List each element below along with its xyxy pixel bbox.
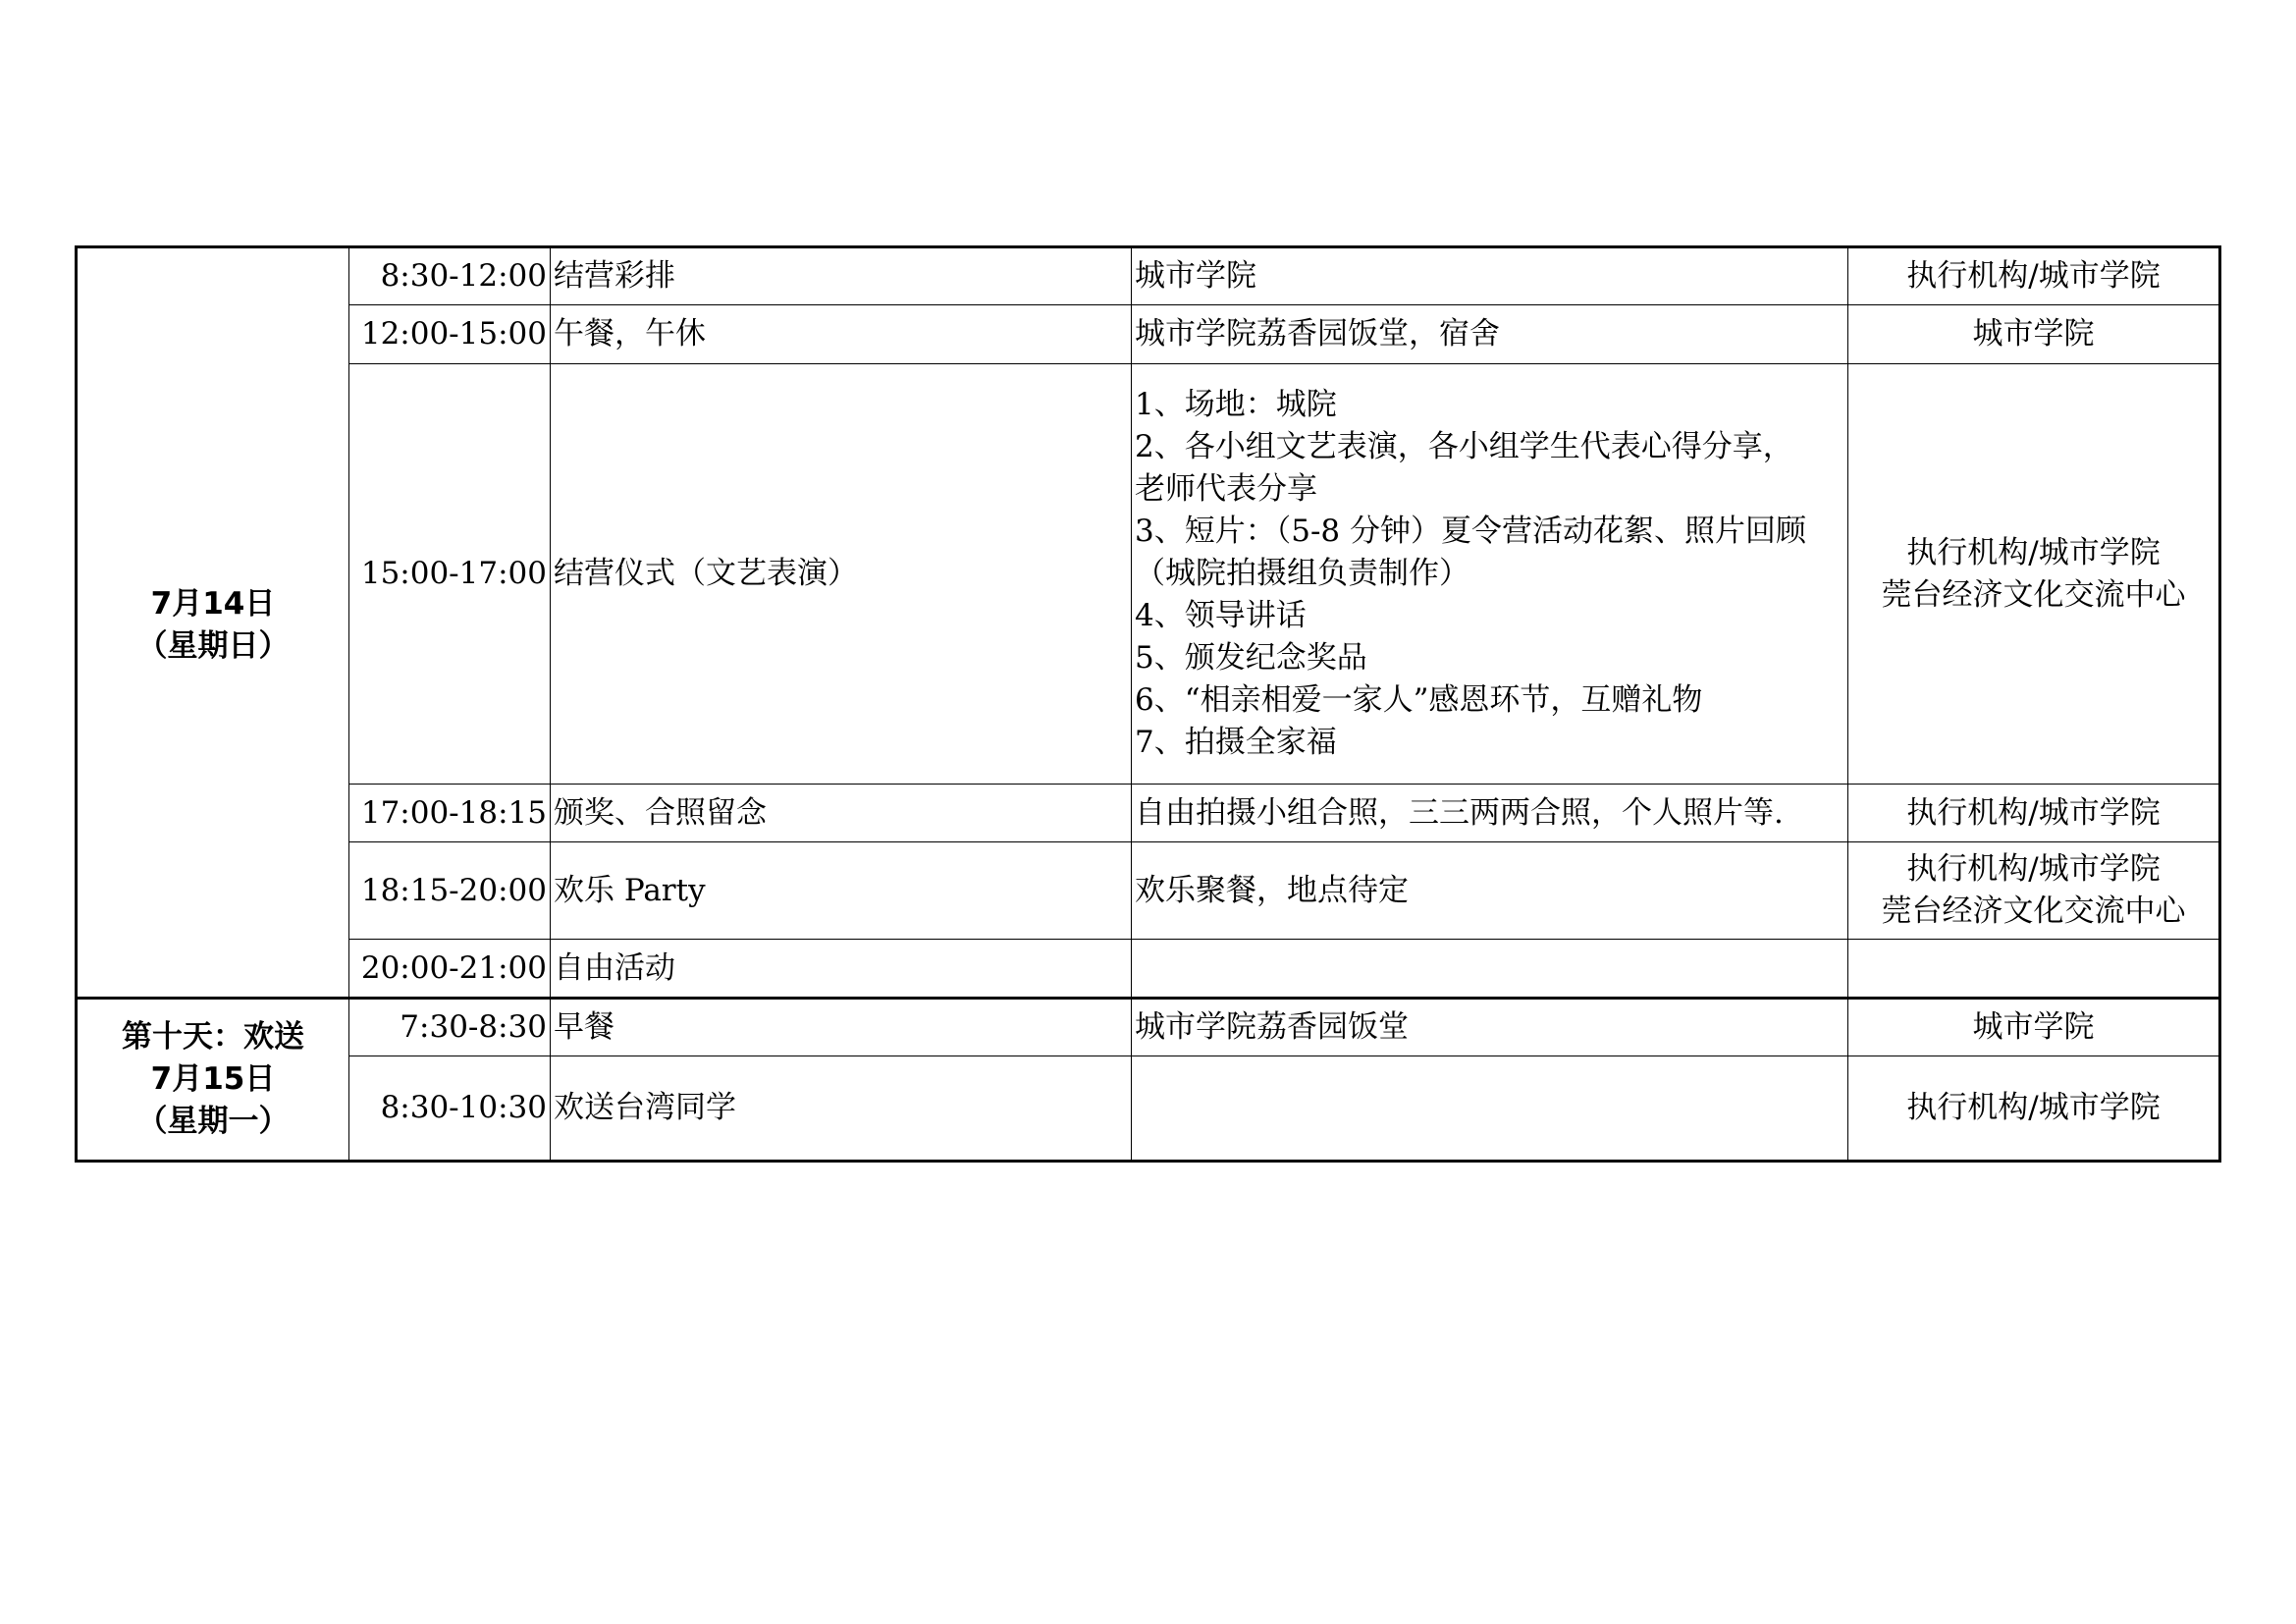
organizer-line: 执行机构/城市学院: [1906, 1090, 2161, 1125]
organizer-line: 执行机构/城市学院: [1906, 794, 2161, 831]
location-cell: [1132, 842, 1848, 940]
location-cell: [1132, 999, 1848, 1056]
day-label-line: （星期日）: [136, 628, 290, 664]
table-row: [77, 247, 2220, 305]
location-cell: [1132, 940, 1848, 999]
location-cell: [1132, 305, 1848, 364]
organizer-cell: [1848, 1056, 2220, 1162]
location-line: 老师代表分享: [1135, 471, 1317, 507]
location-line: 5、颁发纪念奖品: [1135, 640, 1367, 676]
activity-cell: 午餐，午休: [551, 305, 1132, 364]
organizer-cell: [1848, 999, 2220, 1056]
organizer-line: 莞台经济文化交流中心: [1881, 893, 2186, 929]
organizer-cell: [1848, 785, 2220, 842]
organizer-cell: [1848, 305, 2220, 364]
location-line: 1、场地：城院: [1135, 387, 1337, 422]
location-line: 6、“相亲相爱一家人”感恩环节，互赠礼物: [1135, 682, 1703, 718]
location-line: 欢乐聚餐，地点待定: [1135, 872, 1409, 908]
organizer-cell: [1848, 842, 2220, 940]
location-cell: [1132, 785, 1848, 842]
activity-cell: 欢送台湾同学: [551, 1056, 1132, 1162]
organizer-cell: [1848, 364, 2220, 785]
location-line: 城市学院: [1135, 258, 1256, 294]
table-row: [77, 1056, 2220, 1162]
time-cell: 17:00-18:15: [349, 785, 551, 842]
activity-cell: 自由活动: [551, 940, 1132, 999]
location-line: 自由拍摄小组合照，三三两两合照，个人照片等.: [1135, 794, 1784, 831]
table-row: [77, 940, 2220, 999]
day-label-line: 第十天：欢送: [122, 1019, 304, 1055]
location-line: 城市学院荔香园饭堂，宿舍: [1135, 316, 1500, 352]
activity-cell: 结营仪式（文艺表演）: [551, 364, 1132, 785]
location-line: 7、拍摄全家福: [1135, 725, 1337, 760]
organizer-cell: [1848, 247, 2220, 305]
day-label-line: （星期一）: [136, 1104, 290, 1139]
table-row: [77, 305, 2220, 364]
organizer-line: 城市学院: [1972, 316, 2095, 352]
table-row: [77, 842, 2220, 940]
location-cell: [1132, 1056, 1848, 1162]
time-cell: 8:30-10:30: [349, 1056, 551, 1162]
location-line: 2、各小组文艺表演，各小组学生代表心得分享，: [1135, 429, 1793, 464]
location-line: （城院拍摄组负责制作）: [1135, 556, 1469, 591]
activity-cell: 颁奖、合照留念: [551, 785, 1132, 842]
activity-cell: 结营彩排: [551, 247, 1132, 305]
activity-cell: 早餐: [551, 999, 1132, 1056]
table-row: [77, 785, 2220, 842]
time-cell: 18:15-20:00: [349, 842, 551, 940]
location-line: 城市学院荔香园饭堂: [1135, 1009, 1409, 1045]
schedule-table: [75, 245, 2221, 1163]
organizer-line: 执行机构/城市学院: [1906, 258, 2161, 294]
location-line: 3、短片：（5-8 分钟）夏令营活动花絮、照片回顾: [1135, 514, 1806, 549]
time-cell: 20:00-21:00: [349, 940, 551, 999]
organizer-cell: [1848, 940, 2220, 999]
day-cell-jul14: [77, 247, 349, 999]
time-cell: 12:00-15:00: [349, 305, 551, 364]
table-row: [77, 364, 2220, 785]
time-cell: 7:30-8:30: [349, 999, 551, 1056]
day-label-line: 7月15日: [150, 1061, 276, 1097]
location-cell: [1132, 247, 1848, 305]
table-row: [77, 999, 2220, 1056]
organizer-line: 执行机构/城市学院: [1906, 534, 2161, 570]
organizer-line: 执行机构/城市学院: [1906, 851, 2161, 887]
location-line: 4、领导讲话: [1135, 598, 1307, 633]
day-cell-jul15: [77, 999, 349, 1162]
organizer-line: 城市学院: [1972, 1009, 2095, 1045]
time-cell: 8:30-12:00: [349, 247, 551, 305]
location-cell: [1132, 364, 1848, 785]
time-cell: 15:00-17:00: [349, 364, 551, 785]
activity-cell: 欢乐 Party: [551, 842, 1132, 940]
day-label-line: 7月14日: [150, 586, 276, 622]
organizer-line: 莞台经济文化交流中心: [1881, 576, 2186, 613]
